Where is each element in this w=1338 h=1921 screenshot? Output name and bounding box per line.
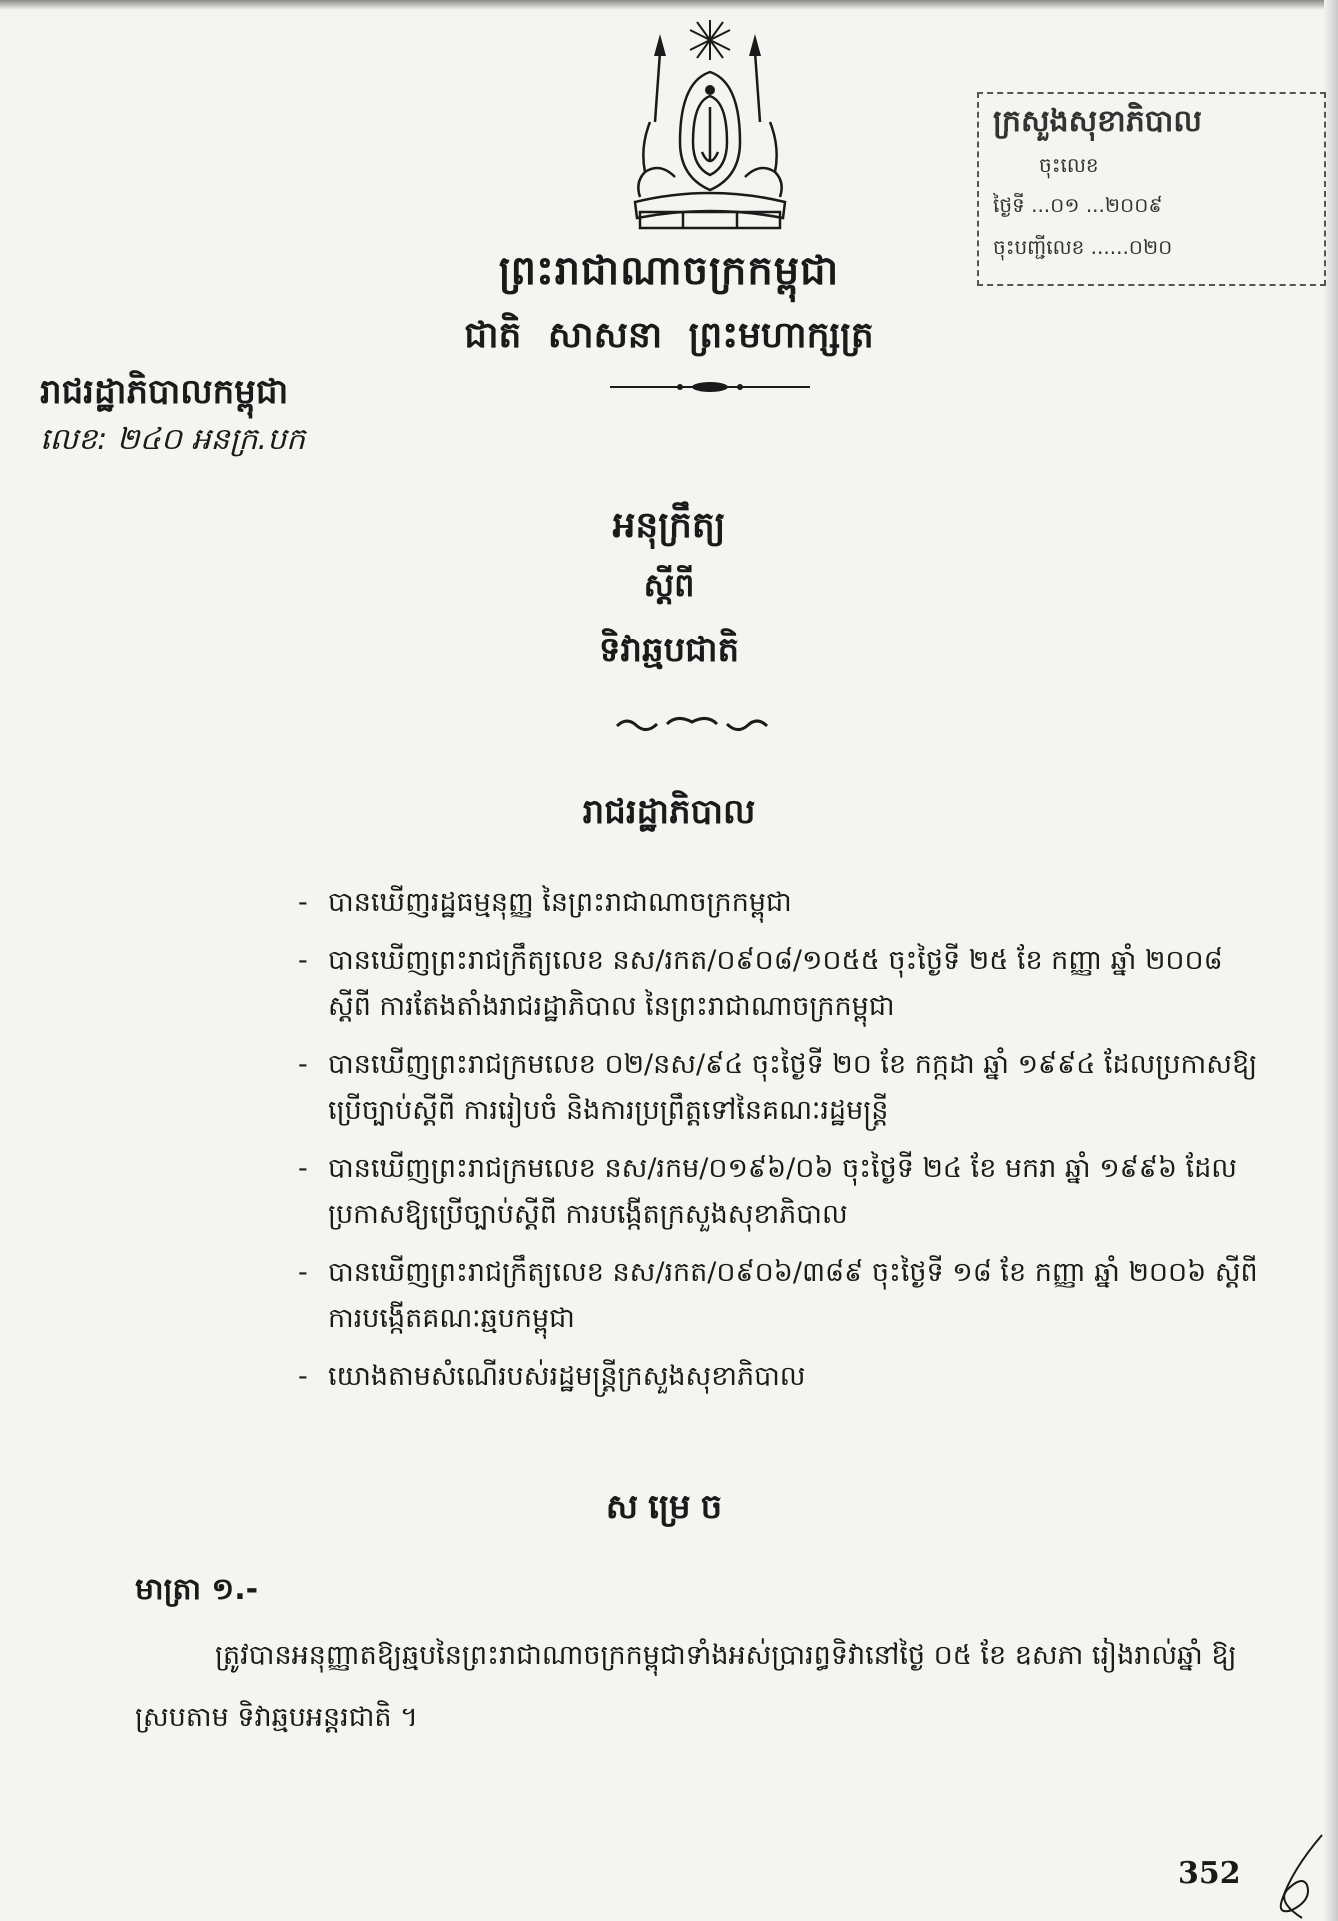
document-type: អនុក្រឹត្យ bbox=[612, 505, 726, 546]
decision-heading: សម្រេច bbox=[605, 1487, 733, 1527]
national-motto: ជាតិ សាសនា ព្រះមហាក្សត្រ bbox=[464, 315, 874, 356]
article-body: ត្រូវបានអនុញ្ញាតឱ្យឆ្មបនៃព្រះរាជាណាចក្រកម្ពុជាទាំងអស់ប្រារព្ធទិវានៅថ្ងៃ ០៥ ខែ ឧសភា រៀងរាល់ឆ្នាំ ឱ្យស្របតាម ទិវាឆ្មបអន្តរជាតិ ។ bbox=[135, 1640, 1237, 1733]
recital-item: - យោងតាមសំណើរបស់រដ្ឋមន្ត្រីក្រសួងសុខាភិបាល bbox=[298, 1354, 1258, 1400]
document-subject: ទិវាឆ្មបជាតិ bbox=[598, 630, 740, 670]
scan-edge-top bbox=[0, 0, 1338, 10]
recitals-list bbox=[298, 880, 1258, 1412]
reference-number: លេខ: ២៤០ អនក្រ.បក bbox=[40, 422, 306, 457]
issuing-body: រាជរដ្ឋាភិបាល bbox=[582, 792, 756, 832]
subject-word: ស្តីពី bbox=[643, 566, 695, 604]
recital-item: - បានឃើញរដ្ឋធម្មនុញ្ញ នៃព្រះរាជាណាចក្រកម្ពុជា bbox=[298, 880, 1258, 926]
stamp-entry: ចុះលេខ bbox=[1039, 153, 1099, 177]
royal-emblem-icon bbox=[605, 12, 815, 237]
recital-item: - បានឃើញព្រះរាជក្រមលេខ ០២/នស/៩៤ ចុះថ្ងៃទី ២០ ខែ កក្កដា ឆ្នាំ ១៩៩៤ ដែលប្រកាសឱ្យប្រើច្បាប់ស្តីពី ការរៀបចំ និងការប្រព្រឹត្តទៅនៃគណៈរដ្ឋមន្ត្រី bbox=[298, 1042, 1258, 1134]
initial-signature-icon bbox=[1262, 1830, 1332, 1920]
divider-ornament-icon bbox=[610, 380, 810, 394]
recital-item: - បានឃើញព្រះរាជក្រឹត្យលេខ នស/រកត/០៩០៦/៣៨៩ ចុះថ្ងៃទី ១៨ ខែ កញ្ញា ឆ្នាំ ២០០៦ ស្តីពី ការបង្កើតគណៈឆ្មបកម្ពុជា bbox=[298, 1250, 1258, 1342]
stamp-register-number: ចុះបញ្ជីលេខ ......០២០ bbox=[993, 235, 1173, 259]
article-title: មាត្រា ១.- bbox=[135, 1572, 259, 1607]
kingdom-name: ព្រះរាជាណាចក្រកម្ពុជា bbox=[498, 248, 840, 294]
registration-stamp bbox=[977, 92, 1326, 286]
recital-item: - បានឃើញព្រះរាជក្រមលេខ នស/រកម/០១៩៦/០៦ ចុះថ្ងៃទី ២៤ ខែ មករា ឆ្នាំ ១៩៩៦ ដែលប្រកាសឱ្យប្រើច្បាប់ស្តីពី ការបង្កើតក្រសួងសុខាភិបាល bbox=[298, 1146, 1258, 1238]
flourish-ornament-icon bbox=[612, 712, 772, 734]
stamp-ministry: ក្រសួងសុខាភិបាល bbox=[993, 104, 1202, 139]
page-number: 352 bbox=[1178, 1856, 1241, 1891]
stamp-date: ថ្ងៃទី ...០១ ...២០០៩ bbox=[993, 193, 1163, 217]
government-name: រាជរដ្ឋាភិបាលកម្ពុជា bbox=[40, 372, 289, 412]
recital-item: - បានឃើញព្រះរាជក្រឹត្យលេខ នស/រកត/០៩០៨/១០៥៥ ចុះថ្ងៃទី ២៥ ខែ កញ្ញា ឆ្នាំ ២០០៨ ស្តីពី ការតែងតាំងរាជរដ្ឋាភិបាល នៃព្រះរាជាណាចក្រកម្ពុជា bbox=[298, 938, 1258, 1030]
